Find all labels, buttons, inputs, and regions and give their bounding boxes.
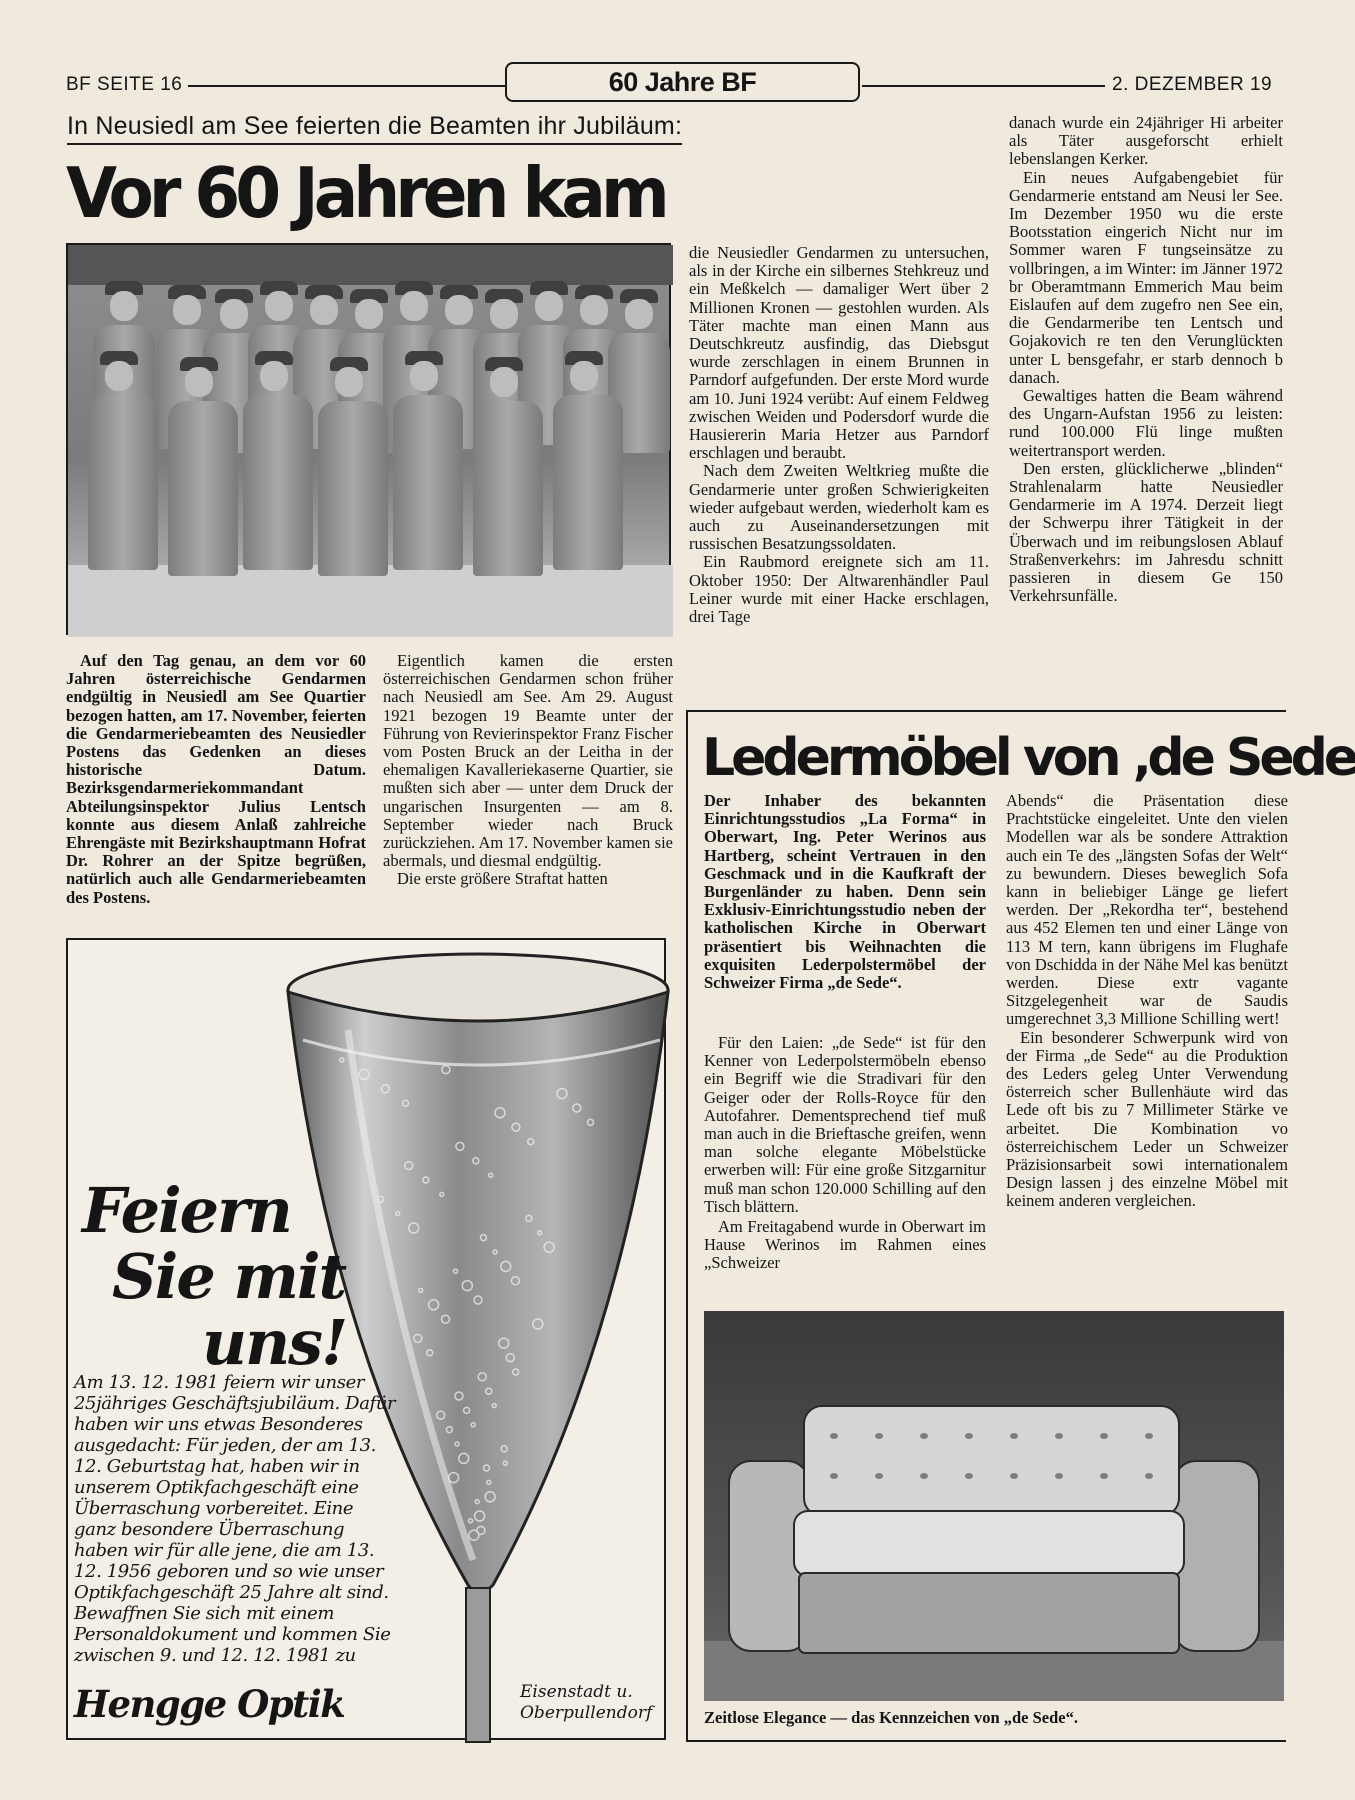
section-title: 60 Jahre BF <box>608 67 757 97</box>
article-headline: Vor 60 Jahren kam <box>66 153 665 234</box>
article-col-4 <box>1009 114 1283 684</box>
col2-paragraph: Die erste größere Straftat hatten <box>397 869 608 889</box>
col3-paragraph: Ein Raubmord ereignete sich am 11. Oktober 1950: Der Altwarenhändler Paul Leiner wurde mit einer Hacke erschlagen, drei Tage <box>689 552 989 627</box>
sofa-illustration <box>704 1311 1284 1701</box>
de-sede-col-1 <box>704 1034 986 1273</box>
officer-figure <box>243 395 313 570</box>
sofa-tuft <box>1100 1433 1108 1439</box>
col4-paragraph: Den ersten, glücklicherwe „blinden“ Strahlenalarm hatte Neusiedler Gendarmerie im A 1974. Derzeit liegt der Schwerpu ihrer Tätigkeit in der Überwach und im reibungslosen Ablauf Straßenverkehrs: im Jahresdu schnitt passieren in diesem Ge 150 Verkehrsunfälle. <box>1009 458 1283 606</box>
slogan-line: Sie mit <box>112 1240 346 1313</box>
de-sede-paragraph: Ein besonderer Schwerpunk wird von der Firma „de Sede“ au die Produktion des Leders geleg Unter Verwendung österreich scher Bullenhäute wird das Lede oft bis zu 7 Millimeter Stärke ve arbeitet. Die Kombination vo österreichischem Leder un Schweizer Präzisionsarbeit sowi internationalem Design lassen j des einzelne Möbel mit keinem anderen vergleichen. <box>1006 1027 1288 1211</box>
sofa-tuft <box>920 1433 928 1439</box>
ad-slogan <box>82 1174 402 1379</box>
col4-paragraph: danach wurde ein 24jähriger Hi arbeiter als Täter ausgeforscht erhielt lebenslangen Kerker. <box>1009 113 1283 169</box>
sofa-tuft <box>875 1433 883 1439</box>
section-title-box <box>505 62 860 102</box>
de-sede-headline: Ledermöbel von ‚de Sede <box>702 728 1355 788</box>
col2-paragraph: Eigentlich kamen die ersten österreichischen Gendarmen schon früher nach Neusiedl am See. Am 29. August 1921 bezogen 19 Beamte unter der Führung von Revierinspektor Franz Fischer vom Posten Bruck an der Leitha in der ehemaligen Kavalleriekaserne Quartier, sie mußten sich aber — unter dem Druck der ungarischen Insurgenten — am 8. September wieder nach Bruck zurückziehen. Am 17. November kamen sie abermals, und diesmal endgültig. <box>383 651 673 871</box>
lead-paragraph: Auf den Tag genau, an dem vor 60 Jahren österreichische Gendarmen endgültig in Neusiedl am See Quartier bezogen hatten, am 17. November, feierten die Gendarmeriebeamten des Neusiedler Postens das Gedenken an dieses historische Datum. Bezirksgendarmeriekommandant Abteilungsinspektor Julius Lentsch konnte aus diesem Anlaß zahlreiche Ehrengäste mit Bezirkshauptmann Hofrat Dr. Rohrer an der Spitze begrüßen, natürlich auch alle Gendarmeriebeamten des Postens. <box>66 651 366 907</box>
sofa-tuft <box>965 1433 973 1439</box>
sofa-tuft <box>830 1433 838 1439</box>
sofa-tuft <box>920 1473 928 1479</box>
page-date: 2. DEZEMBER 19 <box>1112 74 1273 95</box>
hengge-optik-ad <box>66 938 666 1740</box>
sofa-tuft <box>965 1473 973 1479</box>
de-sede-lead <box>704 792 986 992</box>
location-line: Eisenstadt u. <box>520 1682 633 1702</box>
sofa-tuft <box>1010 1473 1018 1479</box>
sofa-tuft <box>875 1473 883 1479</box>
officer-figure <box>88 395 158 570</box>
de-sede-lead-paragraph: Der Inhaber des bekannten Einrichtungsstudios „La Forma“ in Oberwart, Ing. Peter Werinos aus Hartberg, scheint Vertrauen in den Geschmack und in die Kaufkraft der Burgenländer zu haben. Denn sein Exklusiv-Einrichtungsstudio neben der katholischen Kirche in Oberwart präsentiert bis Weihnachten die exquisiten Lederpolstermöbel der Schweizer Firma „de Sede“. <box>704 791 986 993</box>
officer-figure <box>168 401 238 576</box>
sofa-tuft <box>1055 1473 1063 1479</box>
de-sede-paragraph: Am Freitagabend wurde in Oberwart im Hause Werinos im Rahmen eines „Schweizer <box>704 1217 986 1273</box>
col3-paragraph: die Neusiedler Gendarmen zu untersuchen, als in der Kirche ein silbernes Stehkreuz und ein Meßkelch — damaliger Wert über 2 Millionen Kronen — gestohlen wurden. Als Täter machte man einen Mann aus Deutschkreutz ausfindig, das Diebsgut wurde zerschlagen in einem Brunnen in Parndorf aufgefunden. Der erste Mord wurde am 10. Juni 1924 verübt: Auf einem Feldweg zwischen Weiden und Podersdorf wurde die Hausiererin Maria Hetzer aus Parndorf erschlagen und beraubt. <box>689 243 989 463</box>
officer-figure <box>473 401 543 576</box>
slogan-line: uns! <box>202 1306 347 1379</box>
officer-figure <box>318 401 388 576</box>
de-sede-paragraph: Für den Laien: „de Sede“ ist für den Kenner von Lederpolstermöbeln ebenso ein Begriff wie die Stradivari für den Geiger oder der Rolls-Royce für den Autofahrer. Dementsprechend tief muß man auch in die Brieftasche greifen, wenn man solche elegante Möbelstücke erwerben will: Für eine große Sitzgarnitur muß man schon 120.000 Schilling auf den Tisch blättern. <box>704 1033 986 1216</box>
de-sede-paragraph: Abends“ die Präsentation diese Prachtstücke eingeleitet. Unte den vielen Modellen war als be sondere Attraktion auch ein Te des „längsten Sofas der Welt“ zu bewundern. Dieses beweglich Sofa kann in beliebiger Länge ge liefert werden. Der „Rekordha ter“, bestehend aus 452 Elemen ten und einer Länge von 113 M tern, kann übrigens im Flughafe von Dschidda in der Nähe Mel kas benützt werden. Diese extr vagante Sitzgelegenheit war de Saudis umgerechnet 3,3 Millione Schilling wert! <box>1006 791 1288 1029</box>
sofa-tuft <box>1010 1433 1018 1439</box>
de-sede-col-2 <box>1006 792 1288 1211</box>
location-line: Oberpullendorf <box>520 1703 653 1723</box>
col4-paragraph: Ein neues Aufgabengebiet für Gendarmerie entstand am Neusi ler See. Im Dezember 1950 wu die erste Bootsstation eingerich Nicht nur im Sommer waren F tungseinsätze zu vollbringen, a im Winter: im Jänner 1972 br Oberamtmann Emmerich Mau beim Eislaufen auf dem zugefro nen See ein, die Gendarmeribe ten Lentsch und Gojakovich re ten den Verunglückten unter L bensgefahr, er starb dennoch b danach. <box>1009 167 1283 387</box>
sofa-tuft <box>1145 1433 1153 1439</box>
sofa-tuft <box>830 1473 838 1479</box>
sofa-tuft <box>1055 1433 1063 1439</box>
sofa-tuft <box>1100 1473 1108 1479</box>
header-rule-left <box>188 85 505 87</box>
sofa-photo <box>704 1311 1284 1701</box>
gendarmerie-group-photo <box>66 243 671 635</box>
page-number: BF SEITE 16 <box>66 74 183 95</box>
col3-paragraph: Nach dem Zweiten Weltkrieg mußte die Gendarmerie unter großen Schwierigkeiten wieder aufgebaut werden, wiederholt kam es auch zu Auseinandersetzungen mit russischen Besatzungssoldaten. <box>689 461 989 554</box>
sofa-tuft <box>1145 1473 1153 1479</box>
sofa-caption: Zeitlose Elegance — das Kennzeichen von „de Sede“. <box>704 1708 1078 1727</box>
slogan-line: Feiern <box>82 1174 291 1247</box>
header-rule-right <box>862 85 1105 87</box>
ad-brand-name: Hengge Optik <box>74 1682 345 1726</box>
col4-paragraph: Gewaltiges hatten die Beam während des Ungarn-Aufstan 1956 zu leisten: rund 100.000 Flü linge mußten weitertransport werden. <box>1009 386 1283 460</box>
article-col-2 <box>383 652 673 889</box>
ad-locations <box>520 1682 652 1724</box>
officer-figure <box>393 395 463 570</box>
officer-figure <box>553 395 623 570</box>
article-kicker: In Neusiedl am See feierten die Beamten ihr Jubiläum: <box>67 112 682 145</box>
ad-body-text: Am 13. 12. 1981 feiern wir unser 25jähriges Geschäftsjubiläum. Dafür haben wir uns etwas Besonderes ausgedacht: Für jeden, der am 13. 12. Geburtstag hat, haben wir in unserem Optikfachgeschäft eine Überraschung vorbereitet. Eine ganz besondere Überraschung haben wir für alle jene, die am 13. 12. 1956 geboren und so wie unser Optikfachgeschäft 25 Jahre alt sind. Bewaffnen Sie sich mit einem Personaldokument und kommen Sie zwischen 9. und 12. 12. 1981 zu <box>74 1372 396 1666</box>
article-lead <box>66 652 366 907</box>
article-col-3 <box>689 244 989 626</box>
